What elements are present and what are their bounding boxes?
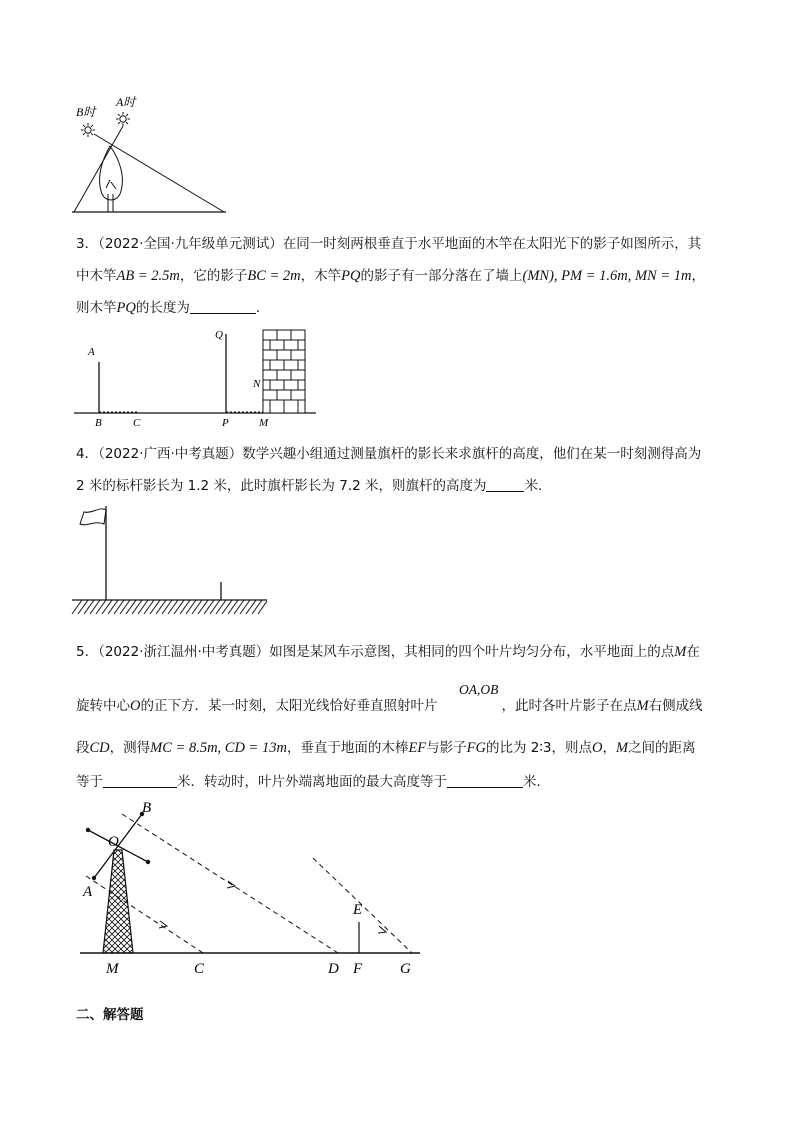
q3-answer-blank[interactable] [190,299,256,314]
q4-answer-blank[interactable] [486,477,524,492]
label-n: N [253,378,261,390]
q5-source: （2022·浙江温州·中考真题） [98,644,270,660]
q4-number: 4． [76,446,99,462]
section-title: 二、解答题 [76,1007,144,1023]
label-m: M [259,417,269,429]
label-b: B [95,417,102,429]
label-a: A [88,346,95,358]
q3-pq: PQ [341,268,361,284]
windmill-tower [103,850,133,953]
ray-e-g [313,858,412,953]
q5-answer-blank-1[interactable] [103,773,177,788]
tree-shadow-figure [66,90,236,220]
label-o: O [108,834,119,850]
q3-line2: 中木竿AB = 2.5m，它的影子BC = 2m，木竿PQ的影子有一部分落在了墙上(MN), PM = 1.6m, MN = 1m， [76,268,705,284]
label-b-time: B时 [76,105,96,119]
q4-source: （2022·广西·中考真题） [98,446,243,462]
label-d: D [328,961,339,977]
label-b: B [142,800,152,816]
flag-icon [80,509,106,525]
q5-mc-cd-formula: MC = 8.5m, CD = 13m [150,740,287,756]
q3-line1-text: 在同一时刻两根垂直于水平地面的木竿在太阳光下的影子如图所示，其 [282,236,702,252]
q3-source: （2022·全国·九年级单元测试） [98,236,283,252]
q5-line3: 段CD，测得MC = 8.5m, CD = 13m，垂直于地面的木棒EF与影子FG的比为 2∶3，则点O，M之间的距离 [76,740,696,756]
q5-oa-ob-label: OA,OB [459,682,499,697]
ray-a-c [86,876,203,953]
ray-b-d [122,814,338,953]
label-c: C [133,417,141,429]
sun-b-icon [81,123,95,137]
label-e: E [353,902,363,918]
label-a: A [83,884,93,900]
arrow-icon [159,921,167,928]
q3-line3: 则木竿PQ的长度为 . [76,300,261,316]
label-c: C [194,961,205,977]
q5-answer-blank-2[interactable] [447,773,523,788]
ground-hatching [72,600,267,614]
q4-flagpole-figure [70,500,270,620]
q3-mn-formula: (MN), PM = 1.6m, MN = 1m [522,268,692,284]
sun-a-icon [116,112,130,126]
label-m: M [106,961,119,977]
label-g: G [400,961,411,977]
q5-number: 5． [76,644,99,660]
q5-line4: 等于 米．转动时，叶片外端离地面的最大高度等于 米． [76,774,550,790]
q5-windmill-figure [70,796,430,981]
q5-line2: 旋转中心O的正下方．某一时刻，太阳光线恰好垂直照射叶片 ，此时各叶片影子在点M右侧成线 [76,698,703,714]
q5-line1: 5．（2022·浙江温州·中考真题）如图是某风车示意图，其相同的四个叶片均匀分布，水平地面上的点M在 [76,644,700,660]
label-p: P [222,417,229,429]
brick-wall [263,330,305,413]
q3-number: 3． [76,236,99,252]
q3-line1 [76,234,701,254]
label-q: Q [215,329,223,341]
q3-poles-figure [70,322,320,432]
label-a-time: A时 [116,95,136,109]
q3-ab-formula: AB = 2.5m [116,268,180,284]
tree-icon [100,146,123,200]
label-f: F [353,961,363,977]
q4-line1: 4．（2022·广西·中考真题）数学兴趣小组通过测量旗杆的影长来求旗杆的高度，他们在某一时刻测得高为 [76,446,702,462]
q3-bc-formula: BC = 2m [247,268,301,284]
q4-line2: 2 米的标杆影长为 1.2 米，此时旗杆影长为 7.2 米，则旗杆的高度为 米. [76,478,543,494]
